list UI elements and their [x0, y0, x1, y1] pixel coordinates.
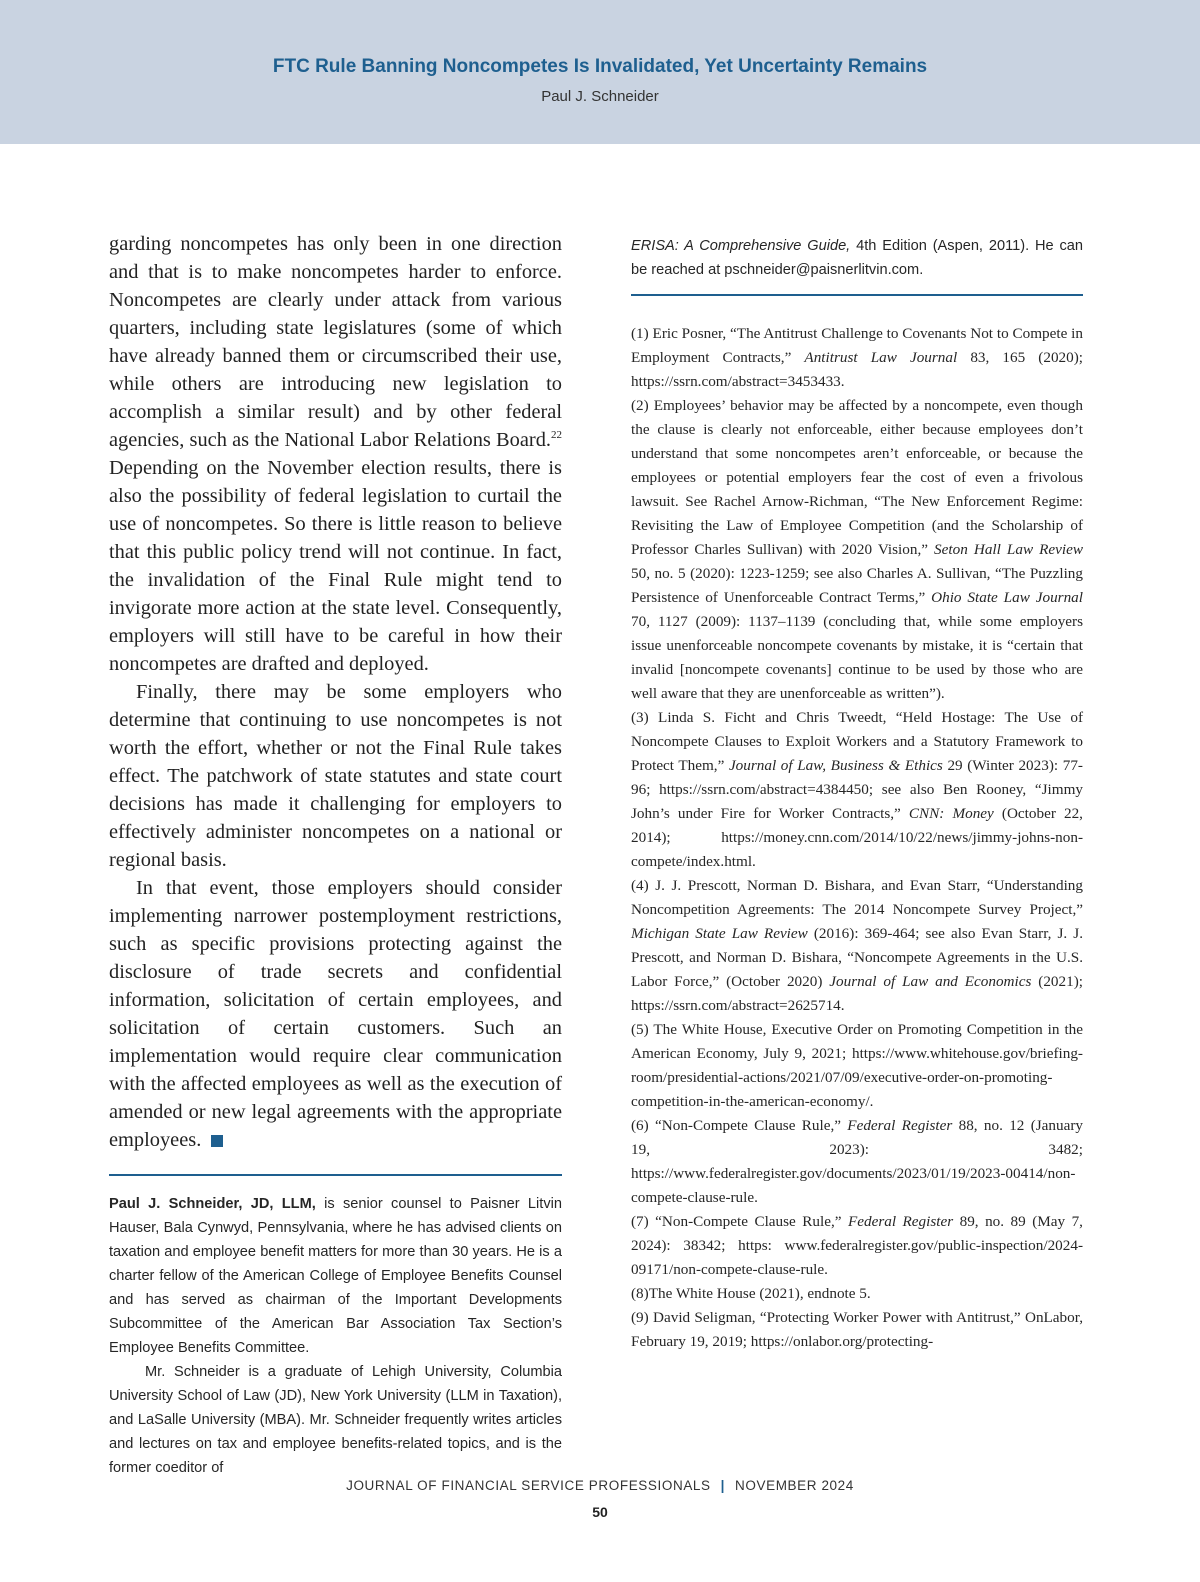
footer-separator: | [720, 1478, 726, 1493]
endnote-2: (2) Employees’ behavior may be affected by a noncompete, even though the clause is clearly not enforceable, either because employees don’t understand that some noncompetes aren’t enforceable, or because the employees or potential employers fear the cost of even a frivolous lawsuit. See Rachel Arnow-Richman, “The New Enforcement Regime: Revisiting the Law of Employee Competition (and the Scholarship of Professor Charles Sullivan) with 2020 Vision,” Seton Hall Law Review 50, no. 5 (2020): 1223-1259; see also Charles A. Sullivan, “The Puzzling Persistence of Unenforceable Contract Terms,” Ohio State Law Journal 70, 1127 (2009): 1137–1139 (concluding that, while some employers issue unenforceable noncompete covenants by mistake, it is “certain that invalid [noncompete covenants] continue to be used by those who are well aware that they are unenforceable as written”). [631, 397, 1083, 702]
endnote-4: (4) J. J. Prescott, Norman D. Bishara, and Evan Starr, “Understanding Noncompetition Agreements: The 2014 Noncompete Survey Project,” Michigan State Law Review (2016): 369-464; see also Evan Starr, J. J. Prescott, and Norman D. Bishara, “Noncompete Agreements in the U.S. Labor Force,” (October 2020) Journal of Law and Economics (2021); https://ssrn.com/abstract=2625714. [631, 877, 1083, 1014]
endnotes-list [631, 322, 1083, 1354]
body-paragraph: In that event, those employers should consider implementing narrower postemployment restrictions, such as specific provisions protecting against the disclosure of trade secrets and confidential information, solicitation of certain employees, and solicitation of certain customers. Such an implementation would require clear communication with the affected employees as well as the execution of amended or new legal agreements with the appropriate employees. [109, 877, 562, 1151]
endnote-6: (6) “Non-Compete Clause Rule,” Federal Register 88, no. 12 (January 19, 2023): 3482; https://www.federalregister.gov/documents/2023/01/19/2023-00414/non-compete-clause-rule. [631, 1117, 1083, 1206]
bio-divider [109, 1174, 562, 1176]
endnote-1: (1) Eric Posner, “The Antitrust Challenge to Covenants Not to Compete in Employment Contracts,” Antitrust Law Journal 83, 165 (2020); https://ssrn.com/abstract=3453433. [631, 325, 1084, 390]
header-banner [0, 0, 1200, 144]
book-title: ERISA: A Comprehensive Guide, [631, 238, 851, 254]
left-column [109, 230, 562, 1480]
author-bio-education: Mr. Schneider is a graduate of Lehigh University, Columbia University School of Law (JD), New York University (LLM in Taxation), and LaSalle University (MBA). Mr. Schneider frequently writes articles and lectures on tax and employee benefits-related topics, and is the former coeditor of [109, 1364, 562, 1476]
endnote-7: (7) “Non-Compete Clause Rule,” Federal Register 89, no. 89 (May 7, 2024): 38342; https: www.federalregister.gov/public-inspection/2024-09171/non-compete-clause-rule. [631, 1213, 1083, 1278]
right-column [631, 234, 1083, 1354]
endnote-8: (8)The White House (2021), endnote 5. [631, 1285, 871, 1302]
notes-divider [631, 294, 1083, 296]
author-bio: Paul J. Schneider, JD, LLM, is senior counsel to Paisner Litvin Hauser, Bala Cynwyd, Pennsylvania, where he has advised clients on taxation and employee benefit matters for more than 30 years. He is a charter fellow of the American College of Employee Benefits Counsel and has served as chairman of the Important Developments Subcommittee of the American Bar Association Tax Section’s Employee Benefits Committee. [109, 1196, 562, 1356]
page-number: 50 [592, 1504, 608, 1520]
journal-name: JOURNAL OF FINANCIAL SERVICE PROFESSIONALS [346, 1478, 711, 1493]
footnote-reference: 22 [551, 429, 562, 442]
article-author: Paul J. Schneider [541, 88, 659, 105]
end-of-article-icon [211, 1135, 223, 1147]
body-paragraph: Finally, there may be some employers who determine that continuing to use noncompetes is not worth the effort, whether or not the Final Rule takes effect. The patchwork of state statutes and state court decisions has made it challenging for employers to effectively administer noncompetes on a national or regional basis. [109, 681, 562, 871]
bio-author-name: Paul J. Schneider, JD, LLM, [109, 1196, 316, 1212]
endnote-3: (3) Linda S. Ficht and Chris Tweedt, “Held Hostage: The Use of Noncompete Clauses to Exploit Workers and a Statutory Framework to Protect Them,” Journal of Law, Business & Ethics 29 (Winter 2023): 77-96; https://ssrn.com/abstract=4384450; see also Ben Rooney, “Jimmy John’s under Fire for Worker Contracts,” CNN: Money (October 22, 2014); https://money.cnn.com/2014/10/22/news/jimmy-johns-non-compete/index.html. [631, 709, 1083, 870]
endnote-5: (5) The White House, Executive Order on Promoting Competition in the American Economy, July 9, 2021; https://www.whitehouse.gov/briefing-room/presidential-actions/2021/07/09/executive-order-on-promoting-competition-in-the-american-economy/. [631, 1021, 1083, 1110]
page-footer [0, 1478, 1200, 1493]
body-paragraph: garding noncompetes has only been in one direction and that is to make noncompetes harder to enforce. Noncompetes are clearly under attack from various quarters, including state legislatures (some of which have already banned them or circumscribed their use, while others are introducing new legislation to accomplish a similar result) and by other federal agencies, such as the National Labor Relations Board.$^{22}$ Depending on the November election results, there is also the possibility of federal legislation to curtail the use of noncompetes. So there is little reason to believe that this public policy trend will not continue. In fact, the invalidation of the Final Rule might tend to invigorate more action at the state level. Consequently, employers will still have to be careful in how their noncompetes are drafted and deployed. [109, 233, 562, 675]
author-bio-continued: ERISA: A Comprehensive Guide, 4th Edition (Aspen, 2011). He can be reached at pschneider@paisnerlitvin.com. [631, 238, 1084, 278]
article-title: FTC Rule Banning Noncompetes Is Invalidated, Yet Uncertainty Remains [272, 56, 928, 77]
endnote-9: (9) David Seligman, “Protecting Worker Power with Antitrust,” OnLabor, February 19, 2019; https://onlabor.org/protecting- [631, 1309, 1083, 1350]
issue-date: NOVEMBER 2024 [735, 1478, 854, 1493]
